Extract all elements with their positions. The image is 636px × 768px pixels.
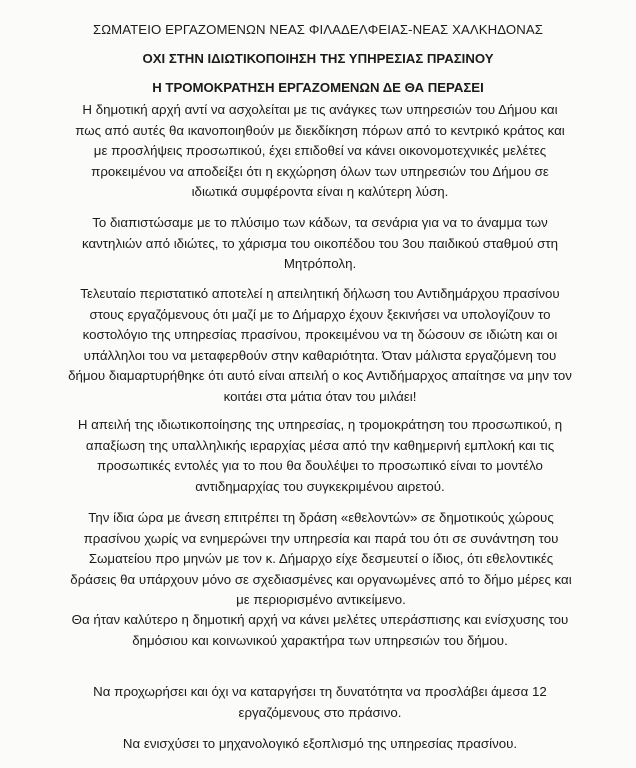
paragraph-municipal-policy: Η δημοτική αρχή αντί να ασχολείται με τις ανάγκες των υπηρεσιών του Δήμου και πως από αυτές θα ικανοποιηθούν με διεκδίκηση πόρων από το κεντρικό κράτος και με προσλήψεις προσωπικού, έχει επιδοθεί να κάνει οικονομοτεχνικές μελέτες προκειμένου να αποδείξει ότι η εκχώρηση όλων των υπηρεσιών του Δήμου σε ιδιωτικά συμφέροντα είναι η καλύτερη λύση. bbox=[75, 102, 565, 200]
headline-intimidation: Η ΤΡΟΜΟΚΡΑΤΗΣΗ ΕΡΓΑΖΟΜΕΝΩΝ ΔΕ ΘΑ ΠΕΡΑΣΕΙ bbox=[152, 80, 484, 95]
paragraph-privatization-model: Η απειλή της ιδιωτικοποίησης της υπηρεσίας, η τρομοκράτηση του προσωπικού, η απαξίωση της υπαλληλικής ιεραρχίας μέσα από την καθημερινή εμπλοκή και τις προσωπικές εντολές για το που θα δουλέψει το προσωπικό είναι το μοντέλο αντιδημαρχίας του συγκεκριμένου αιρετού. bbox=[77, 417, 563, 494]
headline-privatization: ΟΧΙ ΣΤΗΝ ΙΔΙΩΤΙΚΟΠΟΙΗΣΗ ΤΗΣ ΥΠΗΡΕΣΙΑΣ ΠΡΑΣΙΝΟΥ bbox=[142, 51, 494, 66]
paragraph-demand-equipment: Να ενισχύσει το μηχανολογικό εξοπλισμό της υπηρεσίας πρασίνου. bbox=[122, 736, 518, 751]
paragraph-deputy-mayor-threat: Τελευταίο περιστατικό αποτελεί η απειλητική δήλωση του Αντιδημάρχου πρασίνου στους εργαζόμενους ότι μαζί με το Δήμαρχο έχουν ξεκινήσει να υπολογίζουν το κοστολόγιο της υπηρεσίας πρασίνου, προκειμένου να τη δώσουν σε ιδιώτη και οι υπάλληλοι του να μεταφερθούν στην καθαριότητα. Όταν μάλιστα εργαζόμενη του δήμου διαμαρτυρήθηκε ότι αυτό είναι απειλή ο κος Αντιδήμαρχος απαίτησε να μην τον κοιτάει στα μάτια όταν του μιλάει! bbox=[68, 286, 572, 404]
organization-title: ΣΩΜΑΤΕΙΟ ΕΡΓΑΖΟΜΕΝΩΝ ΝΕΑΣ ΦΙΛΑΔΕΛΦΕΙΑΣ-ΝΕΑΣ ΧΑΛΚΗΔΟΝΑΣ bbox=[92, 22, 544, 37]
paragraph-demand-hiring: Να προχωρήσει και όχι να καταργήσει τη δυνατότητα να προσλάβει άμεσα 12 εργαζόμενους στο πράσινο. bbox=[93, 684, 547, 720]
paragraph-demand-studies: Θα ήταν καλύτερο η δημοτική αρχή να κάνει μελέτες υπεράσπισης και ενίσχυσης του δημόσιου και κοινωνικού χαρακτήρα των υπηρεσιών του δήμου. bbox=[71, 612, 569, 648]
paragraph-examples: Το διαπιστώσαμε με το πλύσιμο των κάδων, τα σενάρια για να το άναμμα των καντηλιών από ιδιώτες, το χάρισμα του οικοπέδου του 3ου παιδικού σταθμού στη Μητρόπολη. bbox=[81, 215, 559, 272]
paragraph-volunteers: Την ίδια ώρα με άνεση επιτρέπει τη δράση «εθελοντών» σε δημοτικούς χώρους πρασίνου χωρίς να ενημερώνει την υπηρεσία και παρά του ότι σε συνάντηση του Σωματείου προ μηνών με τον κ. Δήμαρχο είχε δεσμευτεί ο ίδιος, ότι εθελοντικές δράσεις θα υπάρχουν μόνο σε σχεδιασμένες και οργανωμένες από το δήμο μέρες και με περιορισμένο αντικείμενο. bbox=[70, 510, 572, 608]
